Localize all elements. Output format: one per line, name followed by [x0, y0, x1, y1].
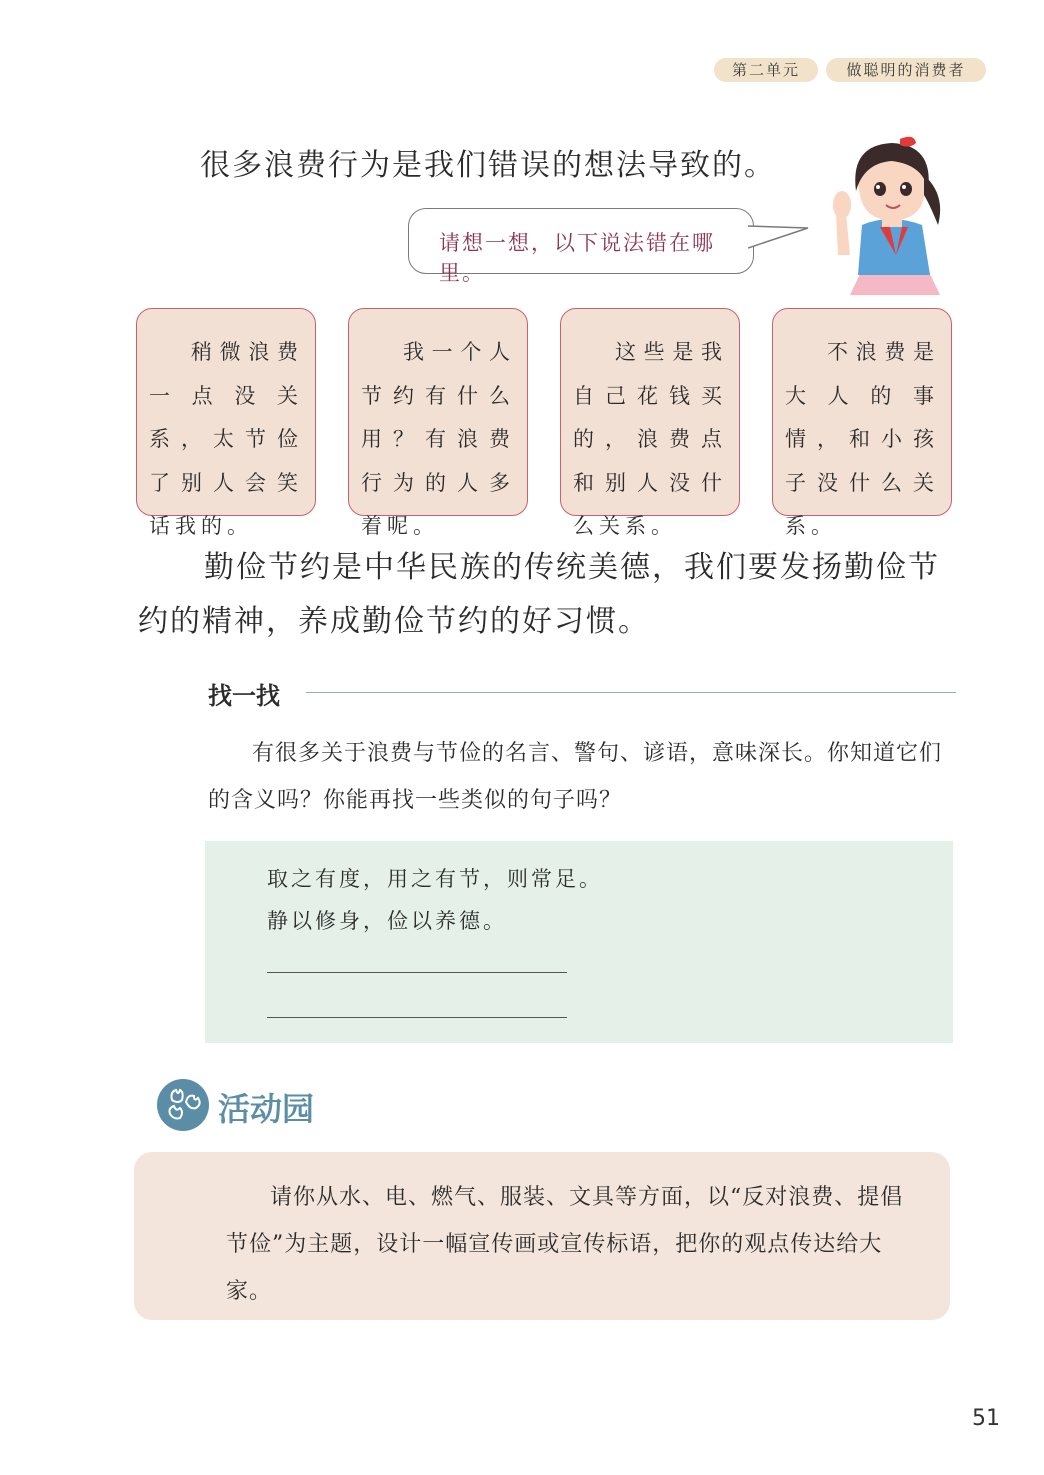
misconception-card-1: 稍微浪费一点没关系，太节俭了别人会笑话我的。 — [136, 308, 316, 516]
proverb-2: 静以修身，俭以养德。 — [267, 909, 507, 933]
page-number: 51 — [972, 1406, 1000, 1431]
proverb-box — [205, 841, 953, 1043]
answer-blank-1[interactable] — [267, 972, 567, 973]
lesson-tab — [826, 58, 986, 82]
unit-tab — [714, 58, 818, 82]
girl-illustration — [820, 135, 960, 310]
activity-title: 活动园 — [218, 1090, 315, 1128]
speech-bubble — [408, 208, 754, 285]
virtue-paragraph: 勤俭节约是中华民族的传统美德，我们要发扬勤俭节约的精神，养成勤俭节约的好习惯。 — [138, 550, 940, 639]
find-section-description: 有很多关于浪费与节俭的名言、警句、谚语，意味深长。你知道它们的含义吗？你能再找一些类似的句子吗？ — [208, 741, 943, 813]
proverb-1: 取之有度，用之有节，则常足。 — [267, 867, 603, 891]
speech-bubble-tail — [748, 224, 812, 264]
misconception-card-2: 我一个人节约有什么用？有浪费行为的人多着呢。 — [348, 308, 528, 516]
activity-hands-icon — [156, 1078, 210, 1132]
lesson-label: 做聪明的消费者 — [846, 61, 966, 79]
intro-text: 很多浪费行为是我们错误的想法导致的。 — [200, 148, 776, 183]
find-section-title: 找一找 — [208, 682, 280, 710]
unit-label: 第二单元 — [731, 61, 800, 79]
answer-blank-2[interactable] — [267, 1017, 567, 1018]
activity-text: 请你从水、电、燃气、服装、文具等方面，以“反对浪费、提倡节俭”为主题，设计一幅宣传画或宣传标语，把你的观点传达给大家。 — [226, 1185, 904, 1304]
misconception-card-3: 这些是我自己花钱买的，浪费点和别人没什么关系。 — [560, 308, 740, 516]
activity-box — [134, 1152, 950, 1320]
misconception-card-4: 不浪费是大人的事情，和小孩子没什么关系。 — [772, 308, 952, 516]
speech-bubble-text: 请想一想，以下说法错在哪里。 — [439, 231, 715, 285]
section-divider — [306, 692, 956, 693]
